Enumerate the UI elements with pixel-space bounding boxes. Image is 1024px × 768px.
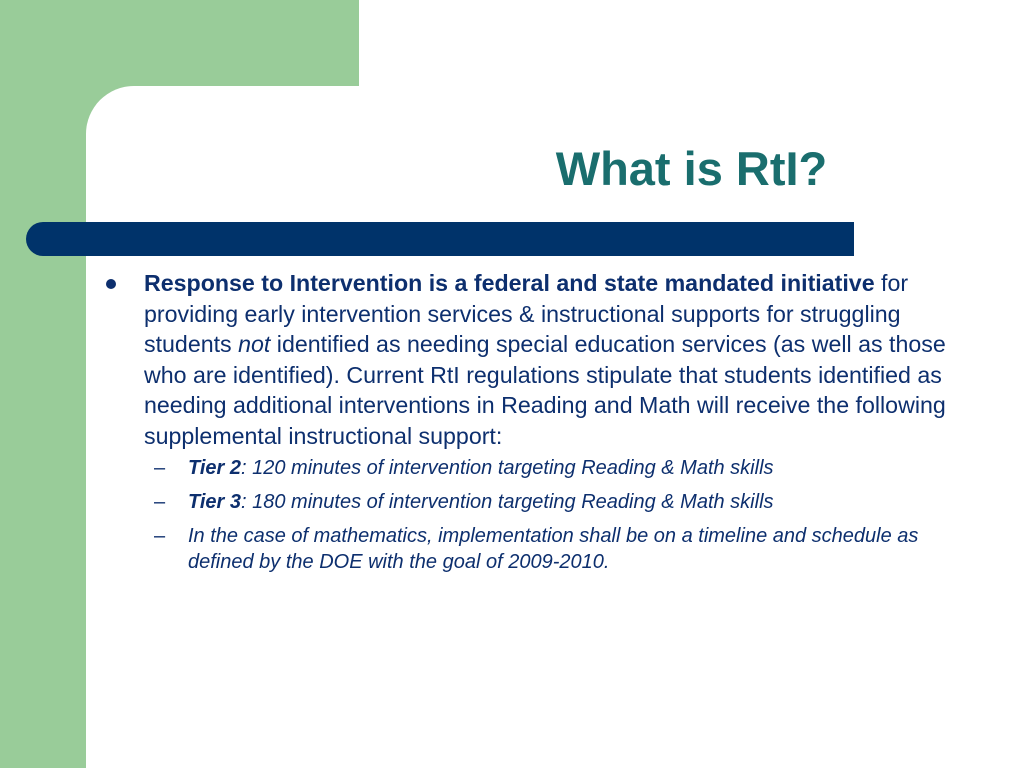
- dash-icon: –: [154, 457, 166, 479]
- sub-bullet-tier-2: [154, 455, 966, 481]
- sub-bullet-tier-3: [154, 489, 966, 515]
- bullet-text-1: for providing early intervention services & instructional supports for struggling students: [144, 270, 909, 357]
- sub-bullet-mathematics: [154, 523, 966, 575]
- top-white-band: [359, 0, 1024, 90]
- slide-title: What is RtI?: [555, 142, 828, 195]
- title-underline-bar: [26, 222, 854, 256]
- sub-bullet-bold: Tier 2: [188, 457, 241, 479]
- sub-bullet-text: : 180 minutes of intervention targeting Reading & Math skills: [241, 491, 774, 513]
- bullet-text-2: identified as needing special education services (as well as those who are identified). Current RtI regulations stipulate that students identified as needing additional interventions in Reading and Math will receive the following supplemental instructional support:: [144, 331, 946, 449]
- dash-icon: –: [154, 525, 166, 547]
- bullet-dot-icon: [106, 279, 116, 289]
- sub-bullet-text: In the case of mathematics, implementation shall be on a timeline and schedule as defined by the DOE with the goal of 2009-2010.: [188, 525, 919, 573]
- sub-bullet-text: : 120 minutes of intervention targeting Reading & Math skills: [241, 457, 774, 479]
- sub-bullet-list: [106, 455, 966, 575]
- bullet-emphasis: not: [238, 331, 271, 357]
- dash-icon: –: [154, 491, 166, 513]
- bullet-lead-bold: Response to Intervention is a federal and state mandated initiative: [144, 270, 875, 296]
- sub-bullet-bold: Tier 3: [188, 491, 241, 513]
- main-bullet: [106, 268, 966, 451]
- slide-body: [106, 268, 966, 583]
